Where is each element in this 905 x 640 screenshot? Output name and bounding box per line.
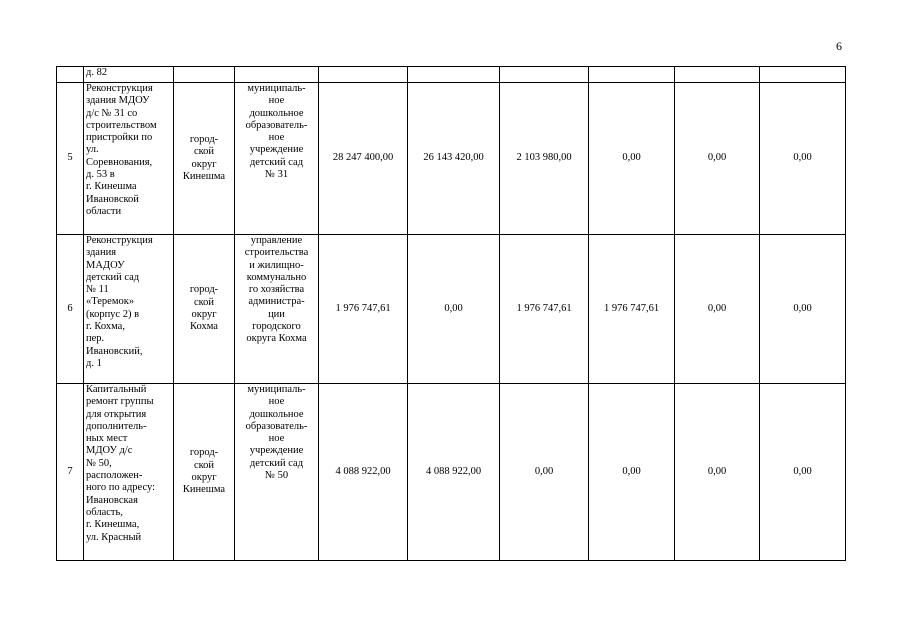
- cell-name: [84, 83, 174, 235]
- cell-owner-line: образователь-: [245, 420, 308, 432]
- cell-name-line: д. 53 в: [86, 169, 115, 181]
- table-row: [57, 235, 846, 384]
- cell-name-line: ул. Красный: [86, 531, 142, 543]
- cell-city-line: ской: [193, 296, 215, 308]
- cell-name-line: № 11: [86, 284, 109, 296]
- cell-value: [675, 67, 760, 83]
- cell-city-line: ской: [193, 459, 215, 471]
- cell-owner-line: дошкольное: [249, 408, 304, 420]
- cell-owner-line: муниципаль-: [247, 83, 306, 94]
- cell-value: 2 103 980,00: [500, 83, 589, 235]
- cell-value: 0,00: [500, 384, 589, 561]
- cell-owner: [235, 67, 319, 83]
- cell-name-line: ул.: [86, 144, 99, 156]
- cell-name-line: № 50,: [86, 457, 112, 469]
- cell-name: д. 82: [84, 67, 174, 83]
- cell-owner-line: ное: [268, 132, 285, 144]
- cell-name-line: г. Кинешма: [86, 181, 137, 193]
- cell-name-line: Реконструкция: [86, 235, 153, 246]
- cell-owner-line: учреждение: [249, 144, 304, 156]
- cell-name-line: Соревнования,: [86, 156, 153, 168]
- cell-owner-line: и жилищно-: [249, 259, 304, 271]
- cell-city-line: округ: [191, 309, 217, 320]
- cell-owner-line: коммунально: [246, 271, 307, 283]
- table-body: [57, 67, 846, 561]
- cell-owner-line: № 31: [264, 169, 289, 181]
- cell-city-line: Кинешма: [182, 484, 226, 496]
- cell-owner-line: го хозяйства: [248, 284, 305, 296]
- cell-name-line: строительством: [86, 119, 157, 131]
- page-number: 6: [836, 39, 842, 53]
- cell-city-line: Кинешма: [182, 170, 226, 182]
- table-row: [57, 83, 846, 235]
- cell-name-line: расположен-: [86, 470, 143, 482]
- cell-value: 0,00: [408, 235, 500, 384]
- cell-name-line: МАДОУ: [86, 259, 125, 271]
- cell-city: [174, 83, 235, 235]
- cell-num: 7: [57, 384, 84, 561]
- cell-num: 6: [57, 235, 84, 384]
- cell-name-line: пер.: [86, 333, 105, 345]
- cell-value: 1 976 747,61: [589, 235, 675, 384]
- cell-name-line: область,: [86, 506, 123, 518]
- cell-value: 4 088 922,00: [408, 384, 500, 561]
- cell-city: [174, 384, 235, 561]
- cell-value: 28 247 400,00: [319, 83, 408, 235]
- cell-name-line: (корпус 2) в: [86, 308, 140, 320]
- cell-city-line: город-: [189, 447, 219, 459]
- cell-owner-line: детский сад: [249, 457, 304, 469]
- cell-value: 1 976 747,61: [319, 235, 408, 384]
- cell-value: [319, 67, 408, 83]
- cell-city-line: округ: [191, 158, 217, 170]
- cell-owner-line: детский сад: [249, 156, 304, 168]
- cell-name-line: г. Кохма,: [86, 321, 125, 333]
- cell-name-line: МДОУ д/с: [86, 445, 133, 457]
- cell-num: 5: [57, 83, 84, 235]
- cell-city: [174, 67, 235, 83]
- cell-name: [84, 384, 174, 561]
- cell-owner-line: управление: [250, 235, 303, 246]
- cell-value: 4 088 922,00: [319, 384, 408, 561]
- cell-name-line: пристройки по: [86, 132, 153, 144]
- cell-name-line: области: [86, 205, 122, 217]
- cell-name-line: д. 1: [86, 357, 102, 369]
- cell-owner-line: ное: [268, 396, 285, 408]
- cell-name: [84, 235, 174, 384]
- cell-value: 0,00: [760, 83, 846, 235]
- cell-owner-line: дошкольное: [249, 107, 304, 119]
- cell-owner-line: ное: [268, 433, 285, 445]
- cell-name-line: Ивановский,: [86, 345, 143, 357]
- cell-name-line: детский сад: [86, 271, 140, 283]
- cell-name-line: ремонт группы: [86, 396, 154, 408]
- cell-name-line: Капитальный: [86, 384, 147, 395]
- cell-value: 0,00: [760, 384, 846, 561]
- cell-owner-line: учреждение: [249, 445, 304, 457]
- cell-owner-line: строительства: [244, 247, 309, 259]
- cell-name-line: Ивановской: [86, 193, 139, 205]
- cell-city-line: Кохма: [190, 321, 218, 333]
- cell-city-line: округ: [191, 472, 217, 483]
- cell-value: 26 143 420,00: [408, 83, 500, 235]
- cell-name-line: для открытия: [86, 408, 147, 420]
- cell-value: [589, 67, 675, 83]
- cell-owner-line: администра-: [248, 296, 305, 308]
- cell-owner-line: образователь-: [245, 119, 308, 131]
- cell-value: [500, 67, 589, 83]
- cell-owner-line: ции: [268, 308, 285, 320]
- cell-name-line: г. Кинешма,: [86, 519, 140, 531]
- cell-value: [760, 67, 846, 83]
- cell-city-line: город-: [189, 133, 219, 145]
- cell-name-line: дополнитель-: [86, 420, 147, 432]
- cell-name-line: здания: [86, 247, 117, 259]
- cell-city: [174, 235, 235, 384]
- cell-owner-line: ное: [268, 95, 285, 107]
- cell-value: 0,00: [589, 83, 675, 235]
- cell-owner-line: № 50: [264, 470, 289, 482]
- cell-name-line: ного по адресу:: [86, 482, 156, 494]
- cell-owner: [235, 235, 319, 384]
- cell-name-line: ных мест: [86, 433, 128, 445]
- cell-name-line: здания МДОУ: [86, 95, 150, 107]
- cell-num: [57, 67, 84, 83]
- cell-value: 0,00: [675, 384, 760, 561]
- budget-table: [56, 66, 846, 561]
- cell-city-line: ской: [193, 146, 215, 158]
- cell-city-line: город-: [189, 284, 219, 296]
- cell-name-line: д/с № 31 со: [86, 107, 138, 119]
- cell-name-line: Ивановская: [86, 494, 138, 506]
- cell-owner-line: городского: [252, 321, 301, 333]
- cell-value: 0,00: [760, 235, 846, 384]
- cell-value: 0,00: [675, 235, 760, 384]
- cell-name-line: «Теремок»: [86, 296, 135, 308]
- cell-owner: [235, 83, 319, 235]
- cell-owner-line: округа Кохма: [246, 333, 307, 345]
- cell-value: 0,00: [675, 83, 760, 235]
- table-row-continuation: [57, 67, 846, 83]
- cell-name-line: Реконструкция: [86, 83, 153, 94]
- cell-value: 1 976 747,61: [500, 235, 589, 384]
- cell-value: [408, 67, 500, 83]
- cell-owner: [235, 384, 319, 561]
- cell-value: 0,00: [589, 384, 675, 561]
- cell-owner-line: муниципаль-: [247, 384, 306, 395]
- table-row: [57, 384, 846, 561]
